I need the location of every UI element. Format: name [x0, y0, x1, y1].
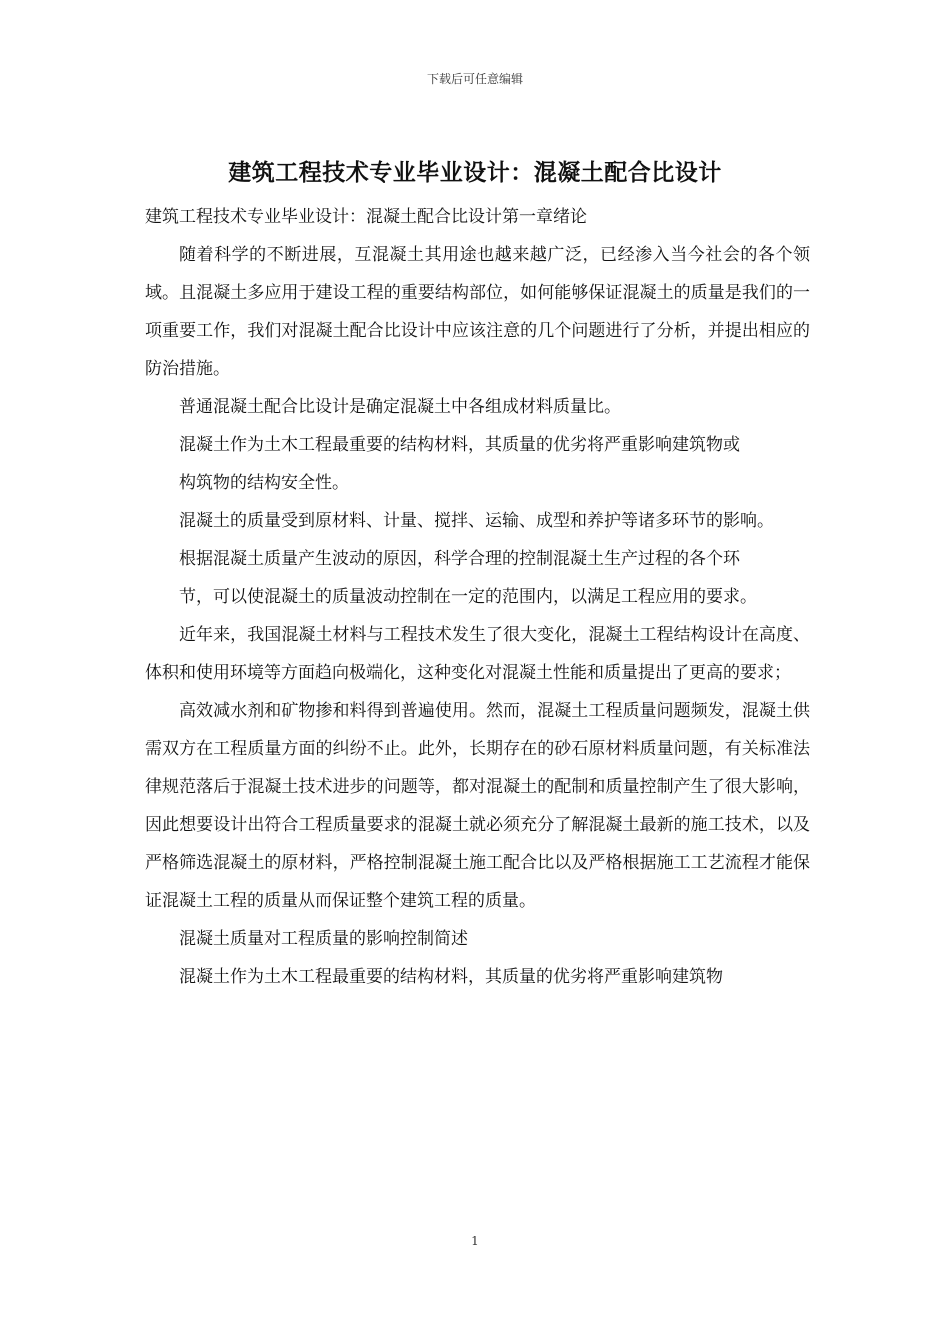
document-body [145, 198, 810, 996]
body-paragraph: 普通混凝土配合比设计是确定混凝土中各组成材料质量比。 [179, 397, 621, 417]
body-paragraph: 近年来，我国混凝土材料与工程技术发生了很大变化，混凝土工程结构设计在高度、体积和使用环境等方面趋向极端化，这种变化对混凝土性能和质量提出了更高的要求； [145, 625, 810, 683]
document-title: 建筑工程技术专业毕业设计：混凝土配合比设计 [228, 159, 722, 186]
page-number: 1 [471, 1234, 479, 1248]
body-paragraph: 节，可以使混凝土的质量波动控制在一定的范围内，以满足工程应用的要求。 [179, 587, 757, 607]
body-paragraph: 随着科学的不断进展，互混凝土其用途也越来越广泛，已经渗入当今社会的各个领域。且混凝土多应用于建设工程的重要结构部位，如何能够保证混凝土的质量是我们的一项重要工作，我们对混凝土配合比设计中应该注意的几个问题进行了分析，并提出相应的防治措施。 [145, 245, 810, 379]
body-paragraph: 混凝土作为土木工程最重要的结构材料，其质量的优劣将严重影响建筑物或 [179, 435, 740, 455]
body-paragraph: 根据混凝土质量产生波动的原因，科学合理的控制混凝土生产过程的各个环 [179, 549, 740, 569]
header-note: 下载后可任意编辑 [426, 72, 523, 86]
body-paragraph: 混凝土作为土木工程最重要的结构材料，其质量的优劣将严重影响建筑物 [179, 967, 723, 987]
body-paragraph: 高效减水剂和矿物掺和料得到普遍使用。然而，混凝土工程质量问题频发，混凝土供需双方在工程质量方面的纠纷不止。此外，长期存在的砂石原材料质量问题，有关标准法律规范落后于混凝土技术进步的问题等，都对混凝土的配制和质量控制产生了很大影响，因此想要设计出符合工程质量要求的混凝土就必须充分了解混凝土最新的施工技术，以及严格筛选混凝土的原材料，严格控制混凝土施工配合比以及严格根据施工工艺流程才能保证混凝土工程的质量从而保证整个建筑工程的质量。 [145, 701, 810, 911]
body-paragraph: 构筑物的结构安全性。 [179, 473, 349, 493]
body-paragraph: 混凝土的质量受到原材料、计量、搅拌、运输、成型和养护等诸多环节的影响。 [179, 511, 774, 531]
subsection-heading: 混凝土质量对工程质量的影响控制简述 [179, 929, 468, 949]
section-heading: 建筑工程技术专业毕业设计：混凝土配合比设计第一章绪论 [145, 207, 587, 227]
